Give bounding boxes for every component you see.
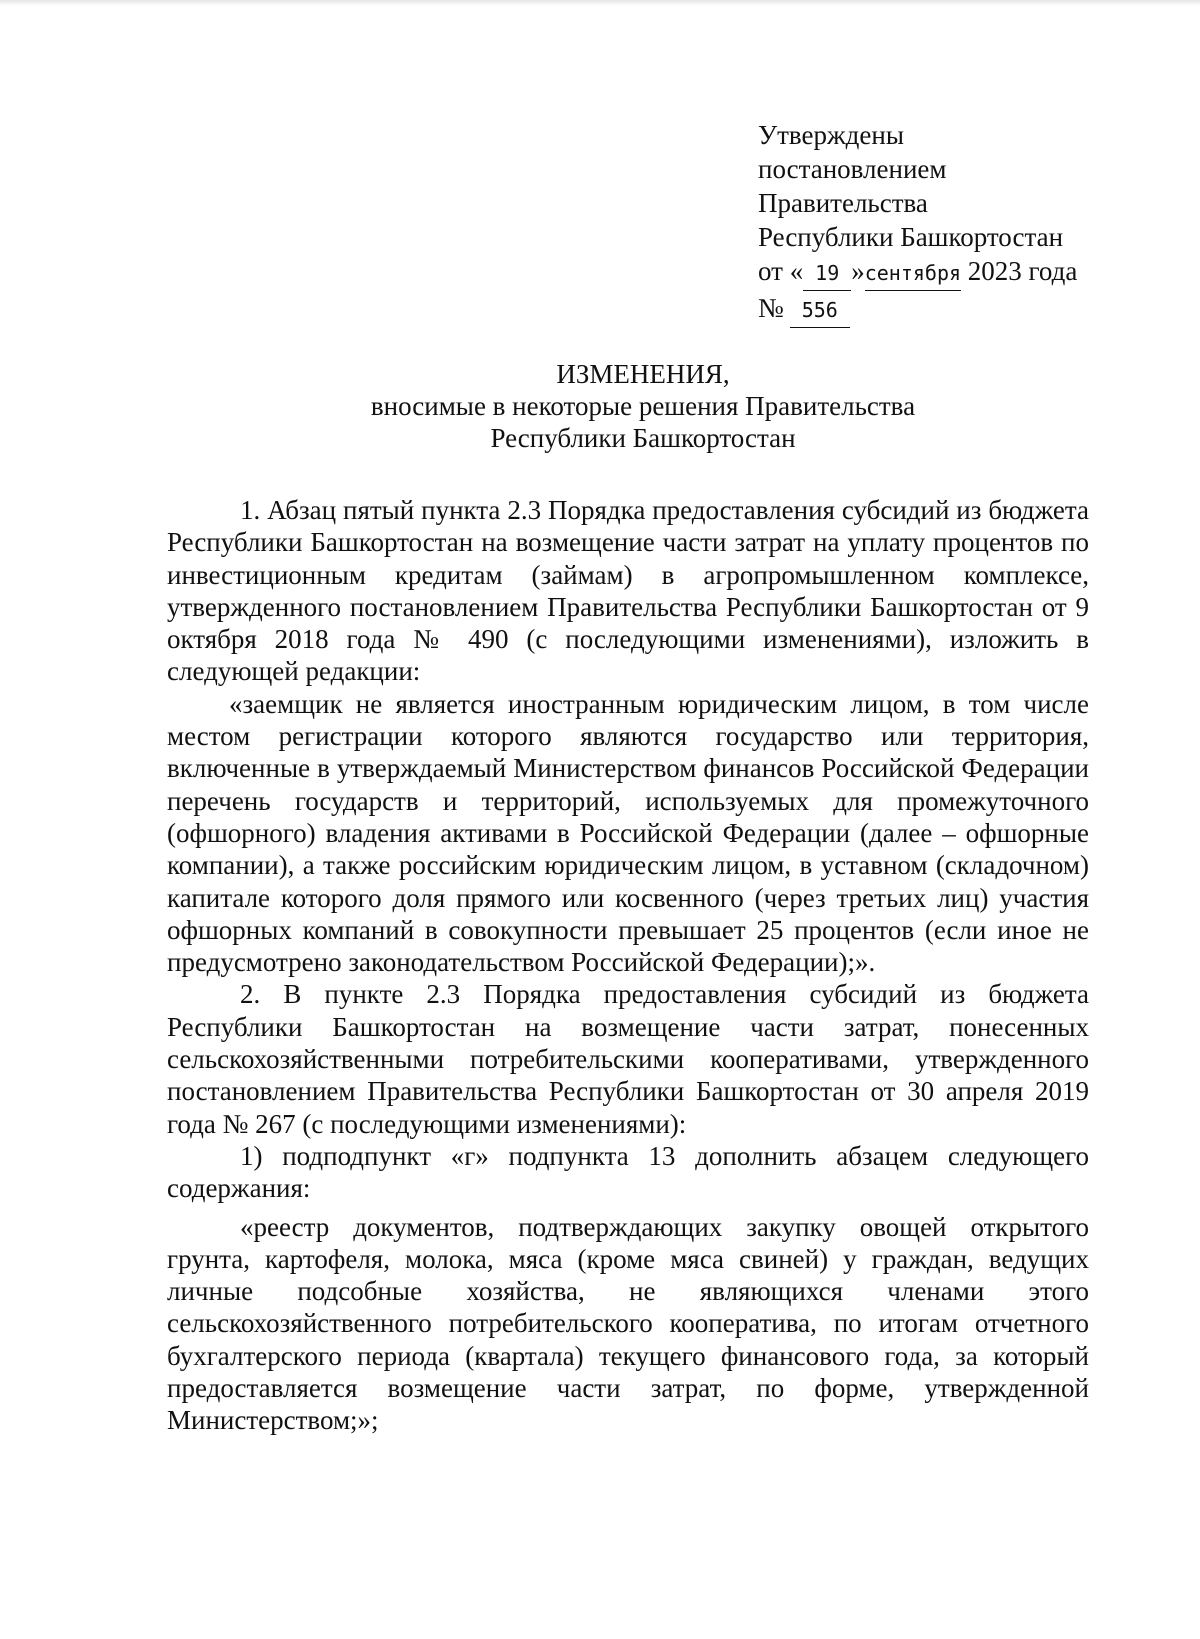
number-sign: №: [758, 293, 784, 323]
date-month: сентября: [865, 256, 961, 291]
approval-line-approved: Утверждены: [758, 120, 904, 150]
approval-stamp: [758, 118, 1077, 328]
scan-top-edge: [0, 0, 1200, 6]
document-subtitle-line2: Республики Башкортостан: [490, 423, 796, 453]
paragraph-item-2-sub-1: 1) подподпункт «г» подпункта 13 дополнить абзацем следующего содержания:: [167, 1140, 1089, 1204]
date-day: 19: [803, 256, 851, 291]
date-prefix: от «: [758, 256, 804, 286]
approval-date-line: [758, 254, 1077, 291]
document-body: [167, 494, 1089, 1437]
document-title: ИЗМЕНЕНИЯ,: [556, 359, 730, 389]
approval-line-government: Правительства: [758, 188, 928, 218]
paragraph-item-1-quote: «заемщик не является иностранным юридическим лицом, в том числе местом регистрации которого являются государство или территория, включенные в утверждаемый Министерством финансов Российской Федерации перечень государств и территорий, используемых для промежуточного (офшорного) владения активами в Российской Федерации (далее – офшорные компании), а также российским юридическим лицом, в уставном (складочном) капитале которого доля прямого или косвенного (через третьих лиц) участия офшорных компаний в совокупности превышает 25 процентов (если иное не предусмотрено законодательством Российской Федерации);».: [167, 688, 1089, 978]
approval-line-resolution: постановлением: [758, 154, 947, 184]
paragraph-item-2-sub-1-quote: «реестр документов, подтверждающих закупку овощей открытого грунта, картофеля, молока, мяса (кроме мяса свиней) у граждан, ведущих личные подсобные хозяйства, не являющихся членами этого сельскохозяйственного потребительского кооператива, по итогам отчетного бухгалтерского периода (квартала) текущего финансового года, за который предоставляется возмещение части затрат, по форме, утвержденной Министерством;»;: [167, 1211, 1089, 1436]
document-number: 556: [790, 293, 850, 328]
document-heading: [0, 358, 1200, 454]
paragraph-item-1: 1. Абзац пятый пункта 2.3 Порядка предоставления субсидий из бюджета Республики Башкортостан на возмещение части затрат на уплату процентов по инвестиционным кредитам (займам) в агропромышленном комплексе, утвержденного постановлением Правительства Республики Башкортостан от 9 октября 2018 года № 490 (с последующими изменениями), изложить в следующей редакции:: [167, 495, 1089, 687]
date-mid: »: [851, 256, 865, 286]
approval-line-republic: Республики Башкортостан: [758, 222, 1064, 252]
paragraph-item-2: 2. В пункте 2.3 Порядка предоставления субсидий из бюджета Республики Башкортостан на возмещение части затрат, понесенных сельскохозяйственными потребительскими кооперативами, утвержденного постановлением Правительства Республики Башкортостан от 30 апреля 2019 года № 267 (с последующими изменениями):: [167, 979, 1089, 1139]
date-year: 2023 года: [961, 256, 1078, 286]
document-subtitle-line1: вносимые в некоторые решения Правительства: [370, 391, 916, 421]
approval-number-line: [758, 291, 1077, 328]
